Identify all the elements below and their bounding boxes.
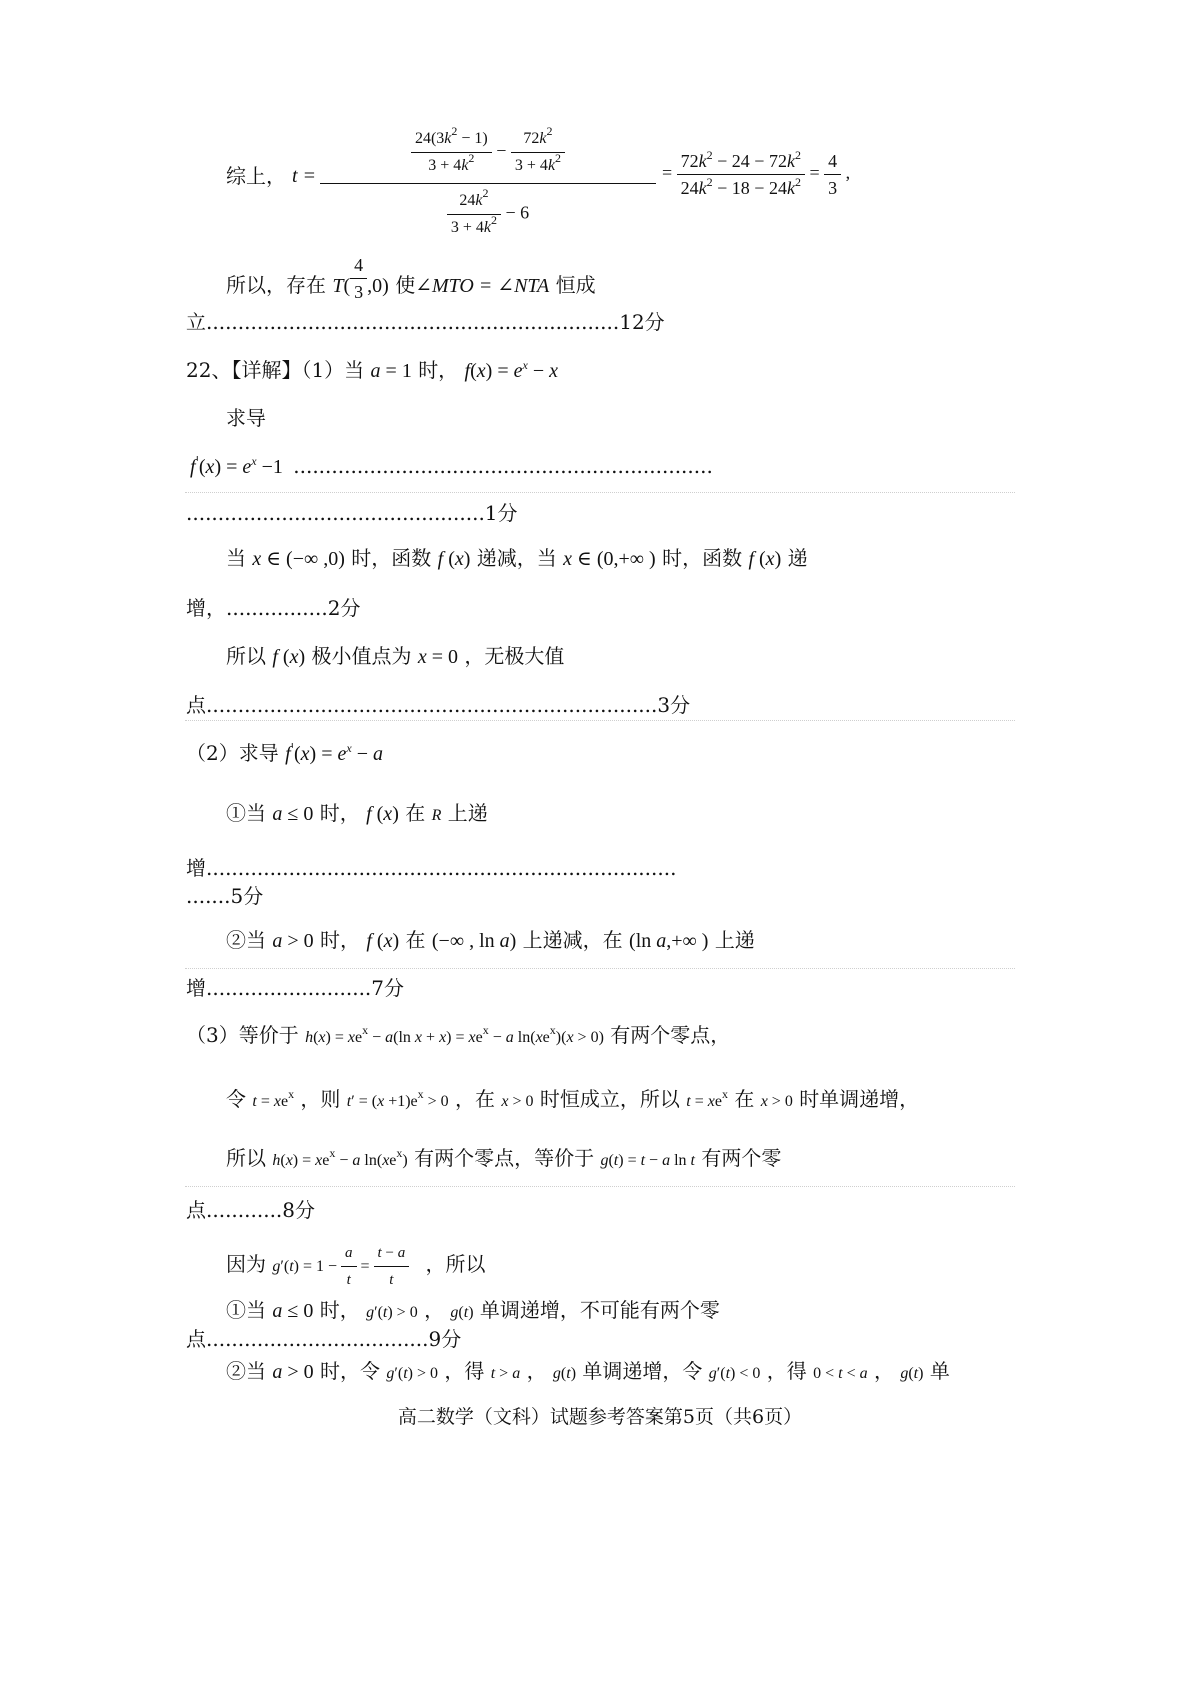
line-existence: 所以，存在 T( $\frac{4}{3}$ ,0) 使∠MTO = ∠NTA 恒成 [226, 252, 596, 305]
page-footer: 高二数学（文科）试题参考答案第5页（共6页） [397, 1406, 803, 1428]
line-g-case-a-le-0: ①当 a ≤ 0 时， g′(t) > 0 ， g(t) 单调递增，不可能有两个零 [226, 1298, 720, 1322]
line-q22-header: 22、【详解】（1）当 a = 1 时， $f(x) = e^x - x$ [186, 358, 559, 382]
divider [185, 492, 1015, 493]
line-derivative: $f'(x) = e^x -1$ .................................................................. [190, 454, 713, 478]
line-3-points: 点.......................................................................3分 [186, 693, 691, 717]
text-existence: 所以，存在 [226, 273, 326, 297]
divider [185, 720, 1015, 721]
line-derive: 求导 [226, 406, 266, 430]
line-5-points: .......5分 [186, 884, 264, 908]
line-monotonic: 当 x ∈ (−∞ ,0) 时，函数 f (x) 递减，当 x ∈ (0,+∞ ) 时，函数 f (x) 递 [226, 546, 808, 570]
line-increase-dots: 增.......................................................................... [186, 856, 677, 880]
line-1-point: ...............................................1分 [186, 501, 518, 525]
line-case-a-le-0: ①当 a ≤ 0 时， f (x) 在 R 上递 [226, 801, 488, 825]
big-fraction: $\frac{24(3k^2 - 1)}{3 + 4k^2}$ − $\frac{72k^2}{3 + 4k^2}$ $\frac{24k^2}{3 + 4k^2}$ − 6 [320, 126, 656, 241]
line-12-points: 立.................................................................12分 [186, 310, 665, 334]
line-g-case-a-gt-0: ②当 a > 0 时，令 g′(t) > 0 ，得 t > a ， g(t) 单调递增，令 g′(t) < 0 ，得 0 < t < a ， g(t) 单 [226, 1359, 950, 1383]
line-9-points: 点...................................9分 [186, 1327, 462, 1351]
formula-t-equals: t = [292, 165, 317, 187]
line-7-points: 增..........................7分 [186, 976, 405, 1000]
text-always-holds: 恒成 [555, 273, 596, 297]
line-min-point: 所以 f (x) 极小值点为 x = 0 ，无极大值 [226, 644, 565, 668]
line-case-a-gt-0: ②当 a > 0 时， f (x) 在 (−∞ , ln a) 上递减，在 (ln a,+∞ ) 上递 [226, 928, 755, 952]
line-2-points: 增，................2分 [186, 596, 361, 620]
divider [185, 968, 1015, 969]
fraction-result: = $\frac{72k^2 - 24 - 72k^2}{24k^2 - 18 - 24k^2}$ = $\frac{4}{3}$ , [662, 148, 851, 198]
divider [185, 1186, 1015, 1187]
line-8-points: 点............8分 [186, 1198, 316, 1222]
line-two-zeros: 所以 $h(x) = xe^x - a$ $\ln(xe^x)$ 有两个零点，等价于 g(t) = t − a ln t 有两个零 [226, 1146, 782, 1170]
line-substitution: 令 $t = xe^x$ ，则 $t' = (x +1)e^x > 0$ ，在 x > 0 时恒成立，所以 $t = xe^x$ 在 x > 0 时单调递增， [226, 1087, 920, 1111]
text-summary: 综上， [226, 164, 286, 188]
line-part2-derivative: （2）求导 $f'(x) = e^x - a$ [186, 741, 383, 765]
line-part3-equivalent: （3）等价于 $h(x) = xe^x - a(\ln$ $x + x) = xe^x - a$ $\ln(xe^x)(x > 0)$ 有两个零点， [186, 1023, 731, 1047]
line-g-derivative: 因为 g′(t) = 1 − $\frac{a}{t}$ = $\frac{t - a}{t}$ ，所以 [226, 1240, 486, 1293]
